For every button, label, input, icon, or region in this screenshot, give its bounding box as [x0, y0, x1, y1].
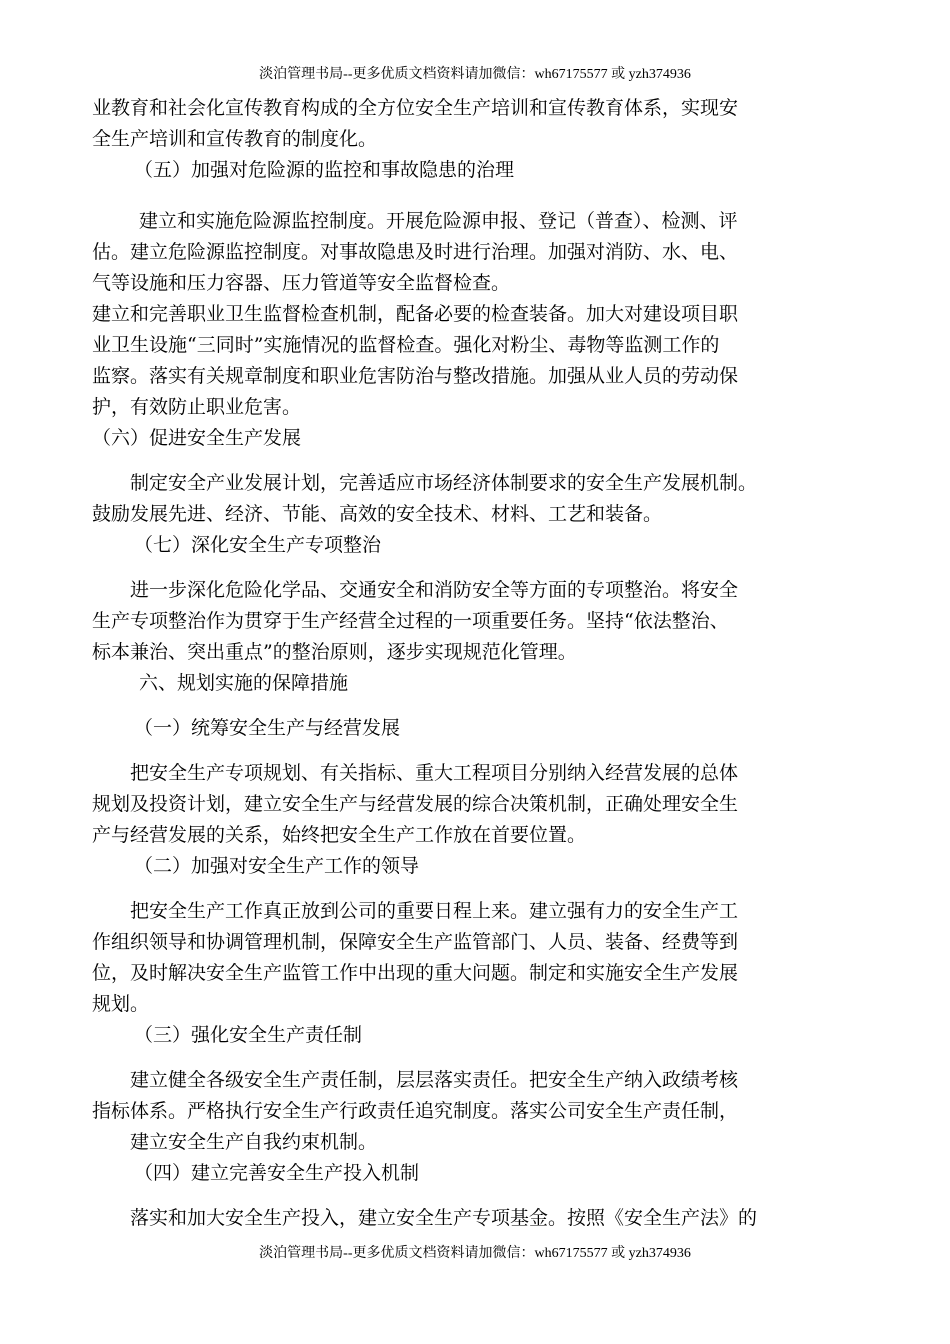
section-heading-6: 六、规划实施的保障措施: [139, 672, 349, 694]
paragraph-line: 业教育和社会化宣传教育构成的全方位安全生产培训和宣传教育体系，实现安: [92, 97, 739, 119]
measure-heading-3: （三）强化安全生产责任制: [134, 1024, 363, 1046]
paragraph-line: 指标体系。严格执行安全生产行政责任追究制度。落实公司安全生产责任制，: [92, 1100, 739, 1122]
paragraph-line: 位，及时解决安全生产监管工作中出现的重大问题。制定和实施安全生产发展: [92, 962, 739, 984]
measure-heading-1: （一）统筹安全生产与经营发展: [134, 717, 401, 739]
paragraph-line: 建立健全各级安全生产责任制，层层落实责任。把安全生产纳入政绩考核: [130, 1069, 739, 1091]
paragraph-line: 标本兼治、突出重点”的整治原则，逐步实现规范化管理。: [92, 641, 577, 663]
paragraph-line: 把安全生产专项规划、有关指标、重大工程项目分别纳入经营发展的总体: [130, 762, 739, 784]
subsection-heading-7: （七）深化安全生产专项整治: [134, 534, 382, 556]
paragraph-line: 护，有效防止职业危害。: [92, 396, 302, 418]
measure-heading-4: （四）建立完善安全生产投入机制: [134, 1162, 420, 1184]
paragraph-line: 全生产培训和宣传教育的制度化。: [92, 128, 378, 150]
paragraph-line: 落实和加大安全生产投入，建立安全生产专项基金。按照《安全生产法》的: [130, 1207, 758, 1229]
paragraph-line: 产与经营发展的关系，始终把安全生产工作放在首要位置。: [92, 824, 587, 846]
document-body: [92, 93, 862, 1234]
paragraph-line: 估。建立危险源监控制度。对事故隐患及时进行治理。加强对消防、水、电、: [92, 241, 739, 263]
subsection-heading-6: （六）促进安全生产发展: [92, 427, 302, 449]
paragraph-line: 进一步深化危险化学品、交通安全和消防安全等方面的专项整治。将安全: [130, 579, 739, 601]
paragraph-line: 建立和实施危险源监控制度。开展危险源申报、登记（普查）、检测、评: [139, 210, 738, 232]
paragraph-line: 监察。落实有关规章制度和职业危害防治与整改措施。加强从业人员的劳动保: [92, 365, 739, 387]
paragraph-line: 规划及投资计划，建立安全生产与经营发展的综合决策机制，正确处理安全生: [92, 793, 739, 815]
paragraph-line: 建立和完善职业卫生监督检查机制，配备必要的检查装备。加大对建设项目职: [92, 303, 739, 325]
paragraph-line: 制定安全产业发展计划，完善适应市场经济体制要求的安全生产发展机制。: [130, 472, 758, 494]
subsection-heading-5: （五）加强对危险源的监控和事故隐患的治理: [134, 159, 515, 181]
paragraph-line: 规划。: [92, 993, 150, 1015]
paragraph-line: 气等设施和压力容器、压力管道等安全监督检查。: [92, 272, 511, 294]
measure-heading-2: （二）加强对安全生产工作的领导: [134, 855, 420, 877]
page-header: 淡泊管理书局--更多优质文档资料请加微信：wh67175577 或 yzh374936: [259, 67, 691, 82]
paragraph-line: 鼓励发展先进、经济、节能、高效的安全技术、材料、工艺和装备。: [92, 503, 663, 525]
paragraph-line: 把安全生产工作真正放到公司的重要日程上来。建立强有力的安全生产工: [130, 900, 739, 922]
paragraph-line: 业卫生设施“三同时”实施情况的监督检查。强化对粉尘、毒物等监测工作的: [92, 334, 720, 356]
paragraph-line: 作组织领导和协调管理机制，保障安全生产监管部门、人员、装备、经费等到: [92, 931, 739, 953]
paragraph-line: 生产专项整治作为贯穿于生产经营全过程的一项重要任务。坚持“依法整治、: [92, 610, 729, 632]
paragraph-line: 建立安全生产自我约束机制。: [130, 1131, 378, 1153]
page-footer: 淡泊管理书局--更多优质文档资料请加微信：wh67175577 或 yzh374936: [259, 1246, 691, 1261]
